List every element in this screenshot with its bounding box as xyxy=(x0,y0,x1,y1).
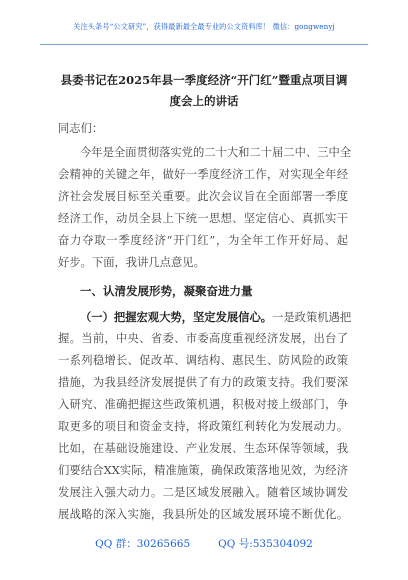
header-note: 关注头条号“公文研究”，获得最新最全最专业的公文资料库！ 微信：gongwenyj xyxy=(73,22,335,31)
body-line: 们要结合XX实际，精准施策，确保政策落地见效，为经济 xyxy=(58,464,348,477)
body-line: 握。当前，中央、省委、市委高度重视经济发展，出台了 xyxy=(58,332,348,345)
body-line: 比如，在基础设施建设、产业发展、生态环保等领域，我 xyxy=(58,442,348,455)
header-divider xyxy=(40,44,368,45)
footer-contact xyxy=(0,536,408,551)
intro-line: 济社会发展目标至关重要。此次会议旨在全面部署一季度 xyxy=(58,190,348,203)
subsection-first-tail: 一是政策机遇把 xyxy=(272,311,352,324)
intro-line: 会精神的关键之年，做好一季度经济工作，对实现全年经 xyxy=(58,168,348,181)
document-title-line-2: 度会上的讲话 xyxy=(169,94,239,108)
subsection-heading: （一）把握宏观大势，坚定发展信心。 xyxy=(80,310,273,324)
body-line: 一系列稳增长、促改革、调结构、惠民生、防风险的政策 xyxy=(58,354,348,367)
intro-line: 今年是全面贯彻落实党的二十大和二十届二中、三中全 xyxy=(80,146,352,159)
body-line: 入研究、准确把握这些政策机遇，积极对接上级部门，争 xyxy=(58,398,348,411)
footer-qq-group: QQ 群：30265665 xyxy=(95,538,191,550)
body-line: 取更多的项目和资金支持，将政策红利转化为发展动力。 xyxy=(58,420,348,433)
section-heading: 一、认清发展形势，凝聚奋进力量 xyxy=(80,284,253,298)
intro-line: 奋力夺取一季度经济“开门红”，为全年工作开好局、起 xyxy=(58,234,348,247)
footer-qq-number: QQ 号:535304092 xyxy=(218,538,313,550)
body-line: 发展注入强大动力。二是区域发展融入。随着区域协调发 xyxy=(58,486,348,499)
subsection-first-line xyxy=(80,310,352,325)
salutation: 同志们： xyxy=(58,122,104,135)
intro-line: 好步。下面，我讲几点意见。 xyxy=(58,256,205,269)
body-line: 展战略的深入实施，我县所处的区域发展环境不断优化。 xyxy=(58,508,348,521)
document-title-line-1: 县委书记在2025年县一季度经济“开门红”暨重点项目调 xyxy=(60,73,348,87)
intro-line: 经济工作，动员全县上下统一思想、坚定信心、真抓实干 xyxy=(58,212,348,225)
body-line: 措施，为我县经济发展提供了有力的政策支持。我们要深 xyxy=(58,376,348,389)
